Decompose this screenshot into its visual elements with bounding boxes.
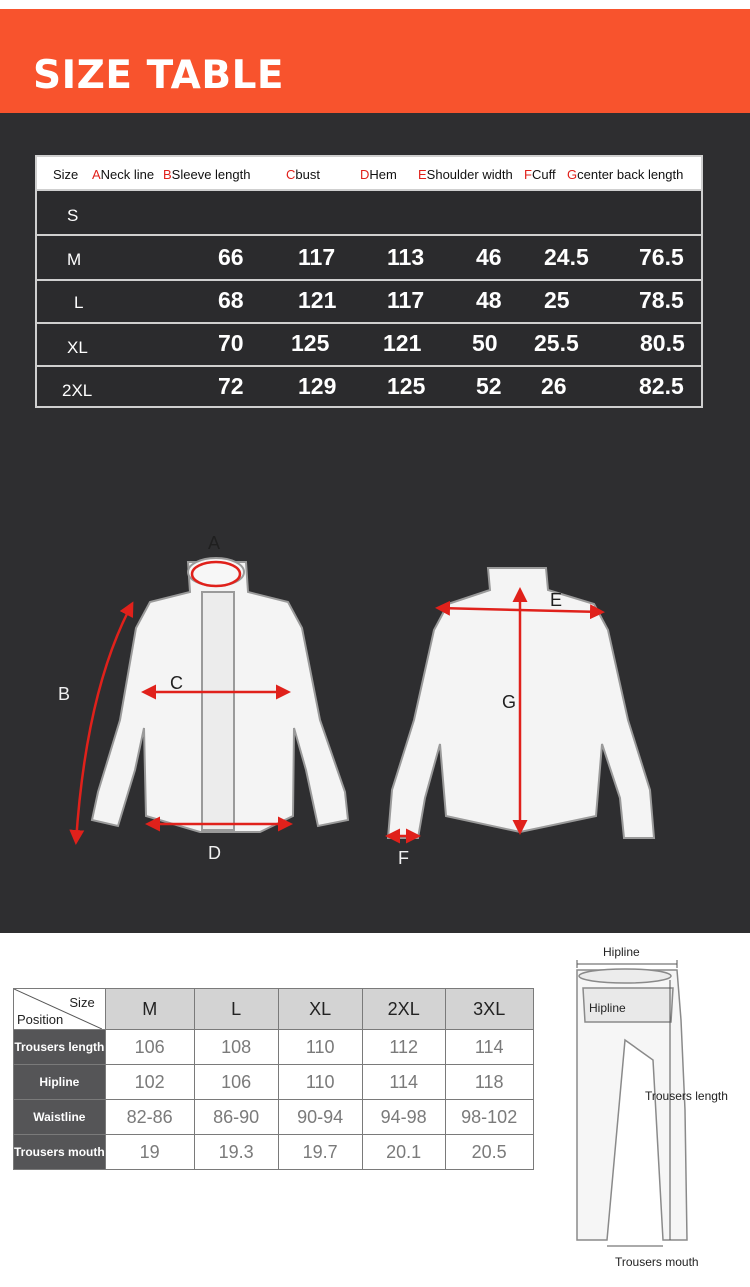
trouser-corner-cell [14,989,106,1030]
table-cell: 106 [105,1030,194,1065]
cuff-value: 26 [541,373,567,399]
size-label: M [67,250,82,269]
table-cell: 82-86 [105,1100,194,1135]
label-c: C [170,673,183,693]
table-cell: 94-98 [362,1100,445,1135]
shoulder-width-value: 48 [476,287,502,313]
neck-line-value: 72 [218,373,244,399]
corner-position-label: Position [17,1012,64,1027]
bust-value: 125 [291,330,330,356]
trouser-row-length [14,1030,534,1065]
neck-line-value: 66 [218,244,244,270]
table-cell: 19.7 [278,1135,362,1170]
label-e: E [550,590,563,610]
shoulder-width-value: 50 [472,330,498,356]
row-label: Hipline [14,1065,106,1100]
front-jacket-illustration [92,558,348,832]
label-hipline-top: Hipline [603,945,640,959]
bust-value: 117 [298,244,336,270]
center-back-length-value: 82.5 [639,373,684,399]
size-header-xl: XL [278,989,362,1030]
hem-value: 121 [383,330,422,356]
table-cell: 112 [362,1030,445,1065]
header-hem: DHem [360,167,397,182]
header-shoulder-width: EShoulder width [418,167,513,182]
table-cell: 110 [278,1065,362,1100]
table-cell: 86-90 [194,1100,278,1135]
table-cell: 98-102 [445,1100,533,1135]
cuff-value: 25 [544,287,570,313]
row-label: Waistline [14,1100,106,1135]
shoulder-width-value: 46 [476,244,502,270]
size-table-banner [0,9,750,113]
center-back-length-value: 78.5 [639,287,684,313]
jacket-measurement-diagram [0,520,750,900]
hem-value: 125 [387,373,426,399]
table-cell: 118 [445,1065,533,1100]
jacket-size-table [35,155,703,408]
header-bust: Cbust [286,167,320,182]
size-header-3xl: 3XL [445,989,533,1030]
label-hipline: Hipline [589,1001,626,1015]
bust-value: 121 [298,287,337,313]
hem-value: 117 [387,287,425,313]
jacket-table-header [37,157,701,191]
trouser-row-hipline [14,1065,534,1100]
label-trousers-length: Trousers length [645,1089,728,1103]
header-sleeve-length: BSleeve length [163,167,251,182]
header-center-back-length: Gcenter back length [567,167,684,182]
header-neck-line: ANeck line [92,167,155,182]
header-size: Size [53,167,79,182]
table-cell: 90-94 [278,1100,362,1135]
table-cell: 102 [105,1065,194,1100]
table-cell: 106 [194,1065,278,1100]
trouser-header-row [14,989,534,1030]
label-a: A [208,533,221,553]
neck-line-value: 70 [218,330,244,356]
banner-title: SIZE TABLE [33,53,285,98]
trouser-row-mouth [14,1135,534,1170]
table-cell: 108 [194,1030,278,1065]
shoulder-width-value: 52 [476,373,502,399]
label-b: B [58,684,71,704]
table-cell: 20.1 [362,1135,445,1170]
jacket-row-s [37,191,701,236]
hem-value: 113 [387,244,425,270]
table-cell: 19.3 [194,1135,278,1170]
size-label: XL [67,338,88,357]
label-g: G [502,692,517,712]
cuff-value: 24.5 [544,244,589,270]
jacket-row-m [37,236,701,281]
row-label: Trousers mouth [14,1135,106,1170]
trouser-row-waistline [14,1100,534,1135]
size-label: 2XL [62,381,93,400]
table-cell: 20.5 [445,1135,533,1170]
label-f: F [398,848,409,868]
size-header-l: L [194,989,278,1030]
jacket-row-l [37,279,701,324]
trouser-size-table [13,988,534,1170]
cuff-value: 25.5 [534,330,579,356]
size-header-m: M [105,989,194,1030]
bust-value: 129 [298,373,337,399]
jacket-row-2xl [37,365,701,408]
center-back-length-value: 80.5 [640,330,685,356]
size-label: S [67,206,79,225]
table-cell: 19 [105,1135,194,1170]
corner-size-label: Size [69,995,95,1010]
size-label: L [74,293,84,312]
label-trousers-mouth: Trousers mouth [615,1255,699,1269]
size-header-2xl: 2XL [362,989,445,1030]
row-label: Trousers length [14,1030,106,1065]
label-d: D [208,843,221,863]
center-back-length-value: 76.5 [639,244,684,270]
table-cell: 114 [362,1065,445,1100]
neck-line-value: 68 [218,287,244,313]
header-cuff: FCuff [524,167,556,182]
table-cell: 114 [445,1030,533,1065]
table-cell: 110 [278,1030,362,1065]
trouser-measurement-diagram [555,940,750,1280]
jacket-row-xl [37,322,701,367]
